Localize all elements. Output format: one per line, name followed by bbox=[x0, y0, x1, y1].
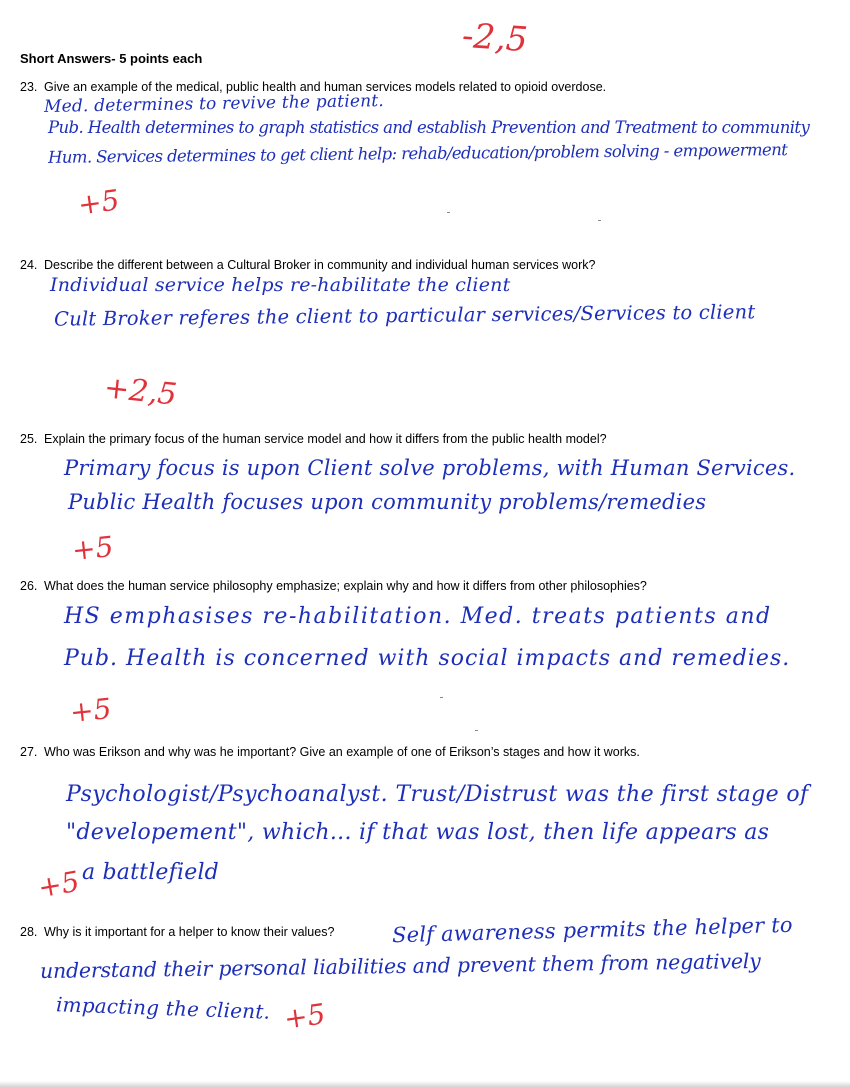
question-text: Explain the primary focus of the human service model and how it differs from the public health model? bbox=[44, 432, 607, 446]
scan-speck bbox=[447, 212, 450, 213]
question-text: Give an example of the medical, public health and human services models related to opioid overdose. bbox=[44, 80, 607, 94]
question-number: 27. bbox=[20, 745, 38, 759]
score-28-mark: +5 bbox=[281, 997, 328, 1036]
scan-speck bbox=[440, 697, 443, 698]
answer-26-line-1: HS emphasises re-habilitation. Med. treats patients and bbox=[64, 604, 772, 629]
answer-28-line-1: Self awareness permits the helper to bbox=[391, 912, 793, 948]
question-26 bbox=[20, 579, 647, 593]
scan-speck bbox=[598, 220, 601, 221]
total-deduction-mark: -2,5 bbox=[460, 15, 529, 61]
score-25-mark: +5 bbox=[70, 529, 115, 568]
answer-24-line-2: Cult Broker referes the client to particular services/Services to client bbox=[53, 300, 756, 331]
question-number: 26. bbox=[20, 579, 38, 593]
score-26-mark: +5 bbox=[68, 691, 113, 730]
question-text: What does the human service philosophy emphasize; explain why and how it differs from other philosophies? bbox=[44, 579, 647, 593]
question-number: 24. bbox=[20, 258, 38, 272]
score-23-mark: +5 bbox=[75, 183, 122, 222]
answer-28-line-2: understand their personal liabilities and prevent them from negatively bbox=[39, 948, 761, 984]
scan-edge-shadow bbox=[0, 1081, 850, 1087]
question-text: Who was Erikson and why was he important? Give an example of one of Erikson’s stages and how it works. bbox=[44, 745, 640, 759]
question-number: 28. bbox=[20, 925, 38, 939]
score-24-mark: +2,5 bbox=[102, 370, 179, 413]
question-text: Why is it important for a helper to know their values? bbox=[44, 925, 335, 939]
score-27-mark: +5 bbox=[35, 864, 82, 905]
answer-26-line-2: Pub. Health is concerned with social impacts and remedies. bbox=[64, 646, 791, 671]
question-number: 25. bbox=[20, 432, 38, 446]
question-text: Describe the different between a Cultural Broker in community and individual human services work? bbox=[44, 258, 596, 272]
answer-23-line-3: Hum. Services determines to get client help: rehab/education/problem solving - empowerment bbox=[47, 140, 788, 167]
answer-23-line-1: Med. determines to revive the patient. bbox=[43, 91, 385, 117]
answer-27-line-1: Psychologist/Psychoanalyst. Trust/Distrust was the first stage of bbox=[66, 782, 809, 807]
answer-27-line-2: "developement", which... if that was lost, then life appears as bbox=[66, 820, 770, 845]
answer-24-line-1: Individual service helps re-habilitate the client bbox=[50, 274, 511, 296]
question-25 bbox=[20, 432, 607, 446]
scan-speck bbox=[475, 730, 478, 731]
answer-23-line-2: Pub. Health determines to graph statistics and establish Prevention and Treatment to community bbox=[48, 118, 810, 137]
question-27 bbox=[20, 745, 640, 759]
answer-27-line-3: a battlefield bbox=[82, 860, 219, 885]
answer-25-line-2: Public Health focuses upon community problems/remedies bbox=[68, 490, 707, 514]
question-number: 23. bbox=[20, 80, 38, 94]
question-28 bbox=[20, 925, 334, 939]
answer-28-line-3: impacting the client. bbox=[55, 992, 271, 1024]
answer-25-line-1: Primary focus is upon Client solve problems, with Human Services. bbox=[64, 456, 796, 480]
section-heading: Short Answers- 5 points each bbox=[20, 51, 203, 66]
question-24 bbox=[20, 258, 595, 272]
